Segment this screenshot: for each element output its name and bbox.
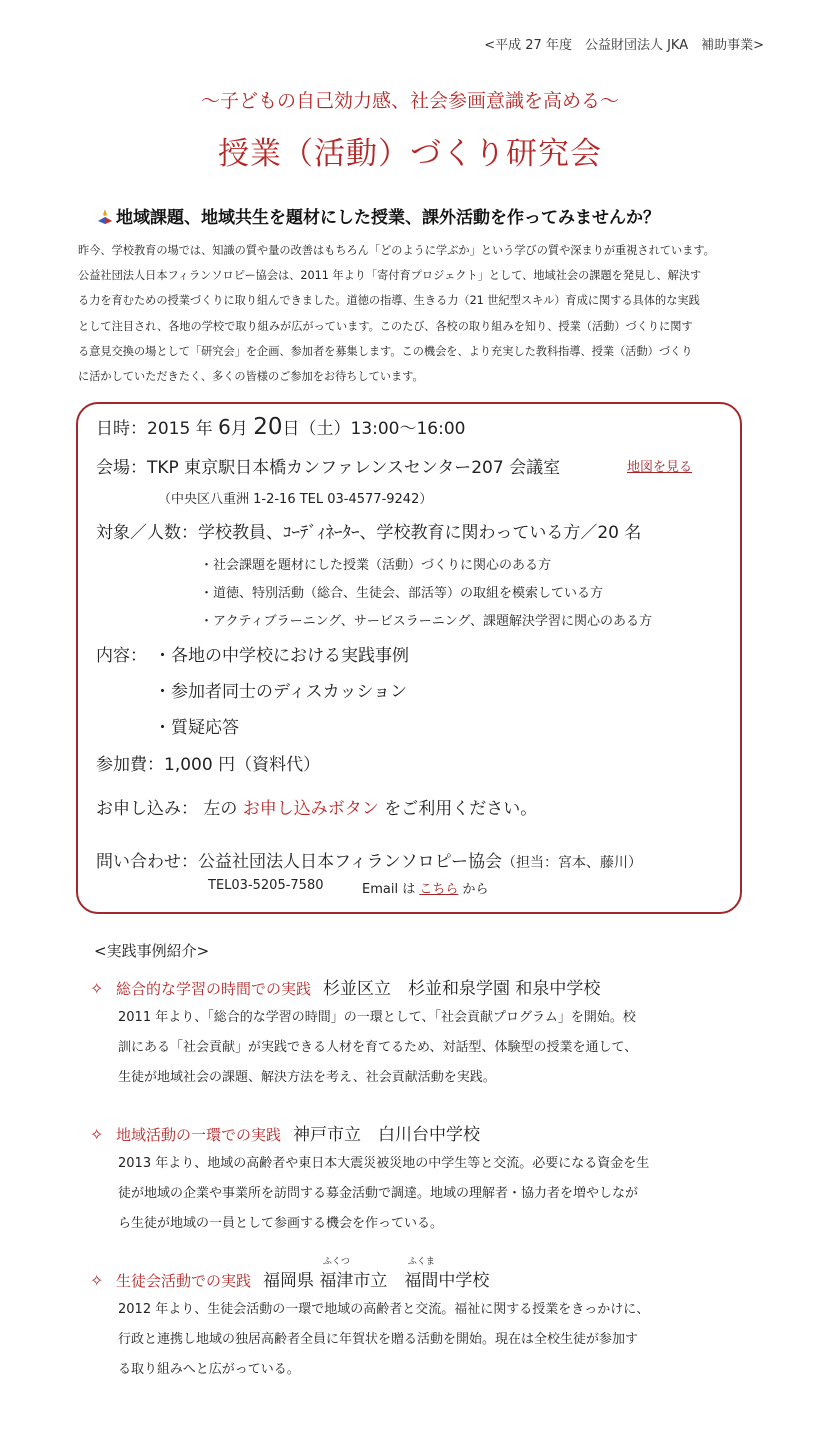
intro-line: 昨今、学校教育の場では、知識の質や量の改善はもちろん「どのように学ぶか」という学びの質や深まりが重視されています。 (78, 244, 715, 257)
contact-tel: TEL03-5205-7580 (208, 878, 324, 893)
apply-button-link[interactable]: お申し込みボタン (242, 799, 379, 819)
target-item: ・アクティブラーニング、サービスラーニング、課題解決学習に関心のある方 (200, 614, 653, 629)
contact-line: 問い合わせ：公益社団法人日本フィランソロピー協会（担当：宮本、藤川） (96, 852, 642, 872)
content-item: ・各地の中学校における実践事例 (154, 646, 409, 666)
intro-line: として注目され、各地の学校で取り組みが広がっています。このたび、各校の取り組みを知り、授業（活動）づくりに関す (78, 319, 693, 333)
content-label: 内容： (96, 646, 147, 666)
intro-line: る力を育むための授業づくりに取り組んできました。道徳の指導、生きる力（21 世紀型スキル）育成に関する具体的な実践 (78, 294, 700, 308)
content-item: ・参加者同士のディスカッション (154, 682, 408, 702)
map-link[interactable]: 地図を見る (627, 460, 693, 475)
ruby-word: ふくつ 福津 (319, 1257, 354, 1291)
intro-line: る意見交換の場として「研究会」を企画、参加者を募集します。この機会を、より充実した教科指導、授業（活動）づくり (78, 344, 693, 358)
target-item: ・社会課題を題材にした授業（活動）づくりに関心のある方 (200, 558, 552, 573)
event-date: 日時：2015 年 6月 20日（土）13:00～16:00 (96, 414, 466, 440)
program-note: <平成 27 年度 公益財団法人 JKA 補助事業> (484, 38, 764, 53)
event-target: 対象／人数：学校教員、ｺｰﾃﾞｨﾈｰﾀｰ、学校教育に関わっている方／20 名 (96, 523, 642, 543)
event-fee: 参加費：1,000 円（資料代） (96, 755, 321, 775)
email-link[interactable]: こちら (419, 882, 459, 897)
content-item: ・質疑応答 (154, 718, 239, 738)
ruby-word: ふくま 福間 (404, 1257, 439, 1291)
intro-line: 公益社団法人日本フィランソロピー協会は、2011 年より「寄付育プロジェクト」として、地域社会の課題を発見し、解決す (78, 269, 702, 283)
contact-email: Email は こちら から (362, 882, 489, 897)
case-title: ✧ 総合的な学習の時間での実践 杉並区立 杉並和泉学園 和泉中学校 (90, 979, 601, 999)
case-title: ✧ 生徒会活動での実践 福岡県 ふくつ 福津市立 ふくま 福間中学校 (90, 1257, 490, 1291)
case-description: 2011 年より、「総合的な学習の時間」の一環として、「社会貢献プログラム」を開始。校 訓にある「社会貢献」が実践できる人材を育てるため、対話型、体験型の授業を通して、 生徒が地域社会の課題、解決方法を考え、社会貢献活動を実践。 (118, 1010, 638, 1085)
sparkle-icon: ✧ (90, 1125, 104, 1144)
event-venue: 会場：TKP 東京駅日本橋カンファレンスセンター207 会議室 (96, 458, 561, 478)
intro-paragraph (78, 238, 768, 389)
bullet-icon (96, 208, 114, 226)
case-description: 2013 年より、地域の高齢者や東日本大震災被災地の中学生等と交流。必要になる資金を生 徒が地域の企業や事業所を訪問する募金活動で調達。地域の理解者・協力者を増やしなが ら生徒が地域の一員として参画する機会を作っている。 (118, 1156, 650, 1231)
venue-address: （中央区八重洲 1-2-16 TEL 03-4577-9242） (158, 492, 433, 507)
page-title: 授業（活動）づくり研究会 (218, 136, 602, 172)
case-title: ✧ 地域活動の一環での実践 神戸市立 白川台中学校 (90, 1125, 481, 1145)
headline (96, 203, 660, 228)
intro-line: に活かしていただきたく、多くの皆様のご参加をお待ちしています。 (78, 370, 424, 384)
sparkle-icon: ✧ (90, 1271, 104, 1290)
subtitle: ～子どもの自己効力感、社会参画意識を高める～ (200, 90, 619, 112)
application-line: お申し込み： 左の お申し込みボタン をご利用ください。 (96, 799, 538, 819)
case-description: 2012 年より、生徒会活動の一環で地域の高齢者と交流。福祉に関する授業をきっかけに、 行政と連携し地域の独居高齢者全員に年賀状を贈る活動を開始。現在は全校生徒が参加す る取り組みへと広がっている。 (118, 1302, 650, 1377)
cases-heading: <実践事例紹介> (94, 942, 210, 960)
headline-text: 地域課題、地域共生を題材にした授業、課外活動を作ってみませんか？ (116, 208, 660, 228)
target-item: ・道徳、特別活動（総合、生徒会、部活等）の取組を模索している方 (200, 586, 604, 601)
sparkle-icon: ✧ (90, 979, 104, 998)
